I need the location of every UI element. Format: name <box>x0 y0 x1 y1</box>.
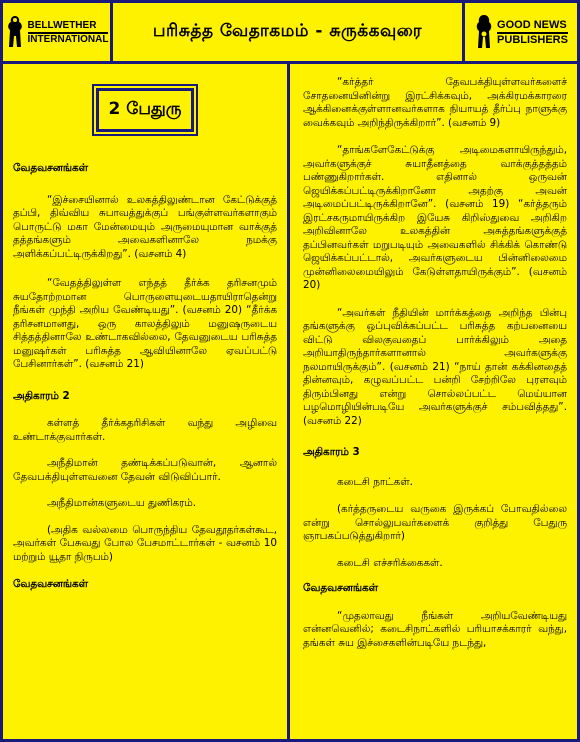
summary-paragraph: அநீதிமான் தண்டிக்கப்படுவான், ஆனால் தேவபக்தியுள்ளவனை தேவன் விடுவிப்பார். <box>13 457 277 483</box>
section-heading: வேதவசனங்கள் <box>13 578 88 590</box>
left-column <box>3 64 290 739</box>
right-logo <box>465 3 577 61</box>
left-logo-line1: BELLWETHER <box>27 19 97 31</box>
right-logo-line1: GOOD NEWS <box>497 18 567 31</box>
scripture-paragraph: “வேதத்திலுள்ள எந்தத் தீர்க்க தரிசனமும் சுயதோற்றமான பொருளையுடையதாயிராதென்று நீங்கள் முந்தி அறிய வேண்டியது”. (வசனம் 20) “தீர்க்க தரிசனமானது, ஒரு காலத்திலும் மனுஷருடைய சித்தத்தினாலே உண்டாகவில்லை, தேவனுடைய பரிசுத்த மனுஷர்கள் பரிசுத்த ஆவியினாலே ஏவப்பட்டு பேசினார்கள்”. (வசனம் 21) <box>13 277 277 370</box>
summary-paragraph: கள்ளத் தீர்க்கதரிசிகள் வந்து அழிவை உண்டாக்குவார்கள். <box>13 417 277 443</box>
summary-paragraph: அநீதிமான்களுடைய துணிகரம். <box>47 497 197 509</box>
right-column <box>293 64 577 739</box>
right-logo-line2: PUBLISHERS <box>497 33 568 46</box>
chapter-heading: அதிகாரம் 3 <box>303 446 360 458</box>
header <box>3 3 577 64</box>
page-title: பரிசுத்த வேதாகமம் - சுருக்கவுரை <box>113 3 465 61</box>
summary-paragraph: (கர்த்தருடைய வருகை இருக்கப் போவதில்லை என்று சொல்லுபவர்களைக் குறித்து பேதுரு ஞாபகப்படுத்துகிறார்) <box>303 503 567 542</box>
scripture-paragraph: “அவர்கள் நீதியின் மார்க்கத்தை அறிந்த பின்பு தங்களுக்கு ஒப்புவிக்கப்பட்ட பரிசுத்த கற்பனையை விட்டு விலகுவதைப் பார்க்கிலும் அதை அறியாதிருந்தார்களானால் அவர்களுக்கு நலமாயிருக்கும்”. (வசனம் 21) “நாய் தான் கக்கினதைத் தின்னவும், கழுவப்பட்ட பன்றி சேற்றிலே புரளவும் திரும்பினது என்று சொல்லப்பட்ட மெய்யான பழமொழியின்படியே அவர்களுக்குச் சம்பவித்தது”. (வசனம் 22) <box>303 306 567 427</box>
chapter-heading: அதிகாரம் 2 <box>13 389 70 402</box>
section-heading: வேதவசனங்கள் <box>13 162 88 174</box>
summary-paragraph: கடைசி நாட்கள். <box>337 475 413 488</box>
scripture-paragraph: “முதலாவது நீங்கள் அறியவேண்டியது என்னவெனில்; கடைசிநாட்களில் பரியாசக்காரர் வந்து, தங்கள் சுய இச்சைகளின்படியே நடந்து, <box>303 609 567 649</box>
left-logo <box>3 3 113 61</box>
book-title: 2 பேதுரு <box>96 88 194 132</box>
left-logo-line2: INTERNATIONAL <box>27 33 109 45</box>
scripture-paragraph: “இச்சையினால் உலகத்திலுண்டான கேட்டுக்குத் தப்பி, திவ்விய சுபாவத்துக்குப் பங்குள்ளவர்களாகும் பொருட்டு மகா மேன்மையும் அருமையுமான வாக்குத் தத்தங்களும் அவைகளினாலே நமக்கு அளிக்கப்பட்டிருக்கிறது”. (வசனம் 4) <box>13 193 277 260</box>
scripture-paragraph: “தாங்களேகேட்டுக்கு அடிமைகளாயிருந்தும், அவர்களுக்குச் சுயாதீனத்தை வாக்குத்தத்தம் பண்ணுகிறார்கள். எதினால் ஒருவன் ஜெயிக்கப்பட்டிருக்கிறானோ அதற்கு அவன் அடிமைப்பட்டிருக்கிறானே”. (வசனம் 19) “கர்த்தரும் இரட்சகருமாயிருக்கிற இயேசு கிறிஸ்துவை அறிகிற அறிவினாலே உலகத்தின் அசுத்தங்களுக்குத் தப்பினவர்கள் மறுபடியும் அவைகளில் சிக்கிக் கொண்டு ஜெயிக்கப்பட்டால், அவர்களுடைய பின்னிலைமை முன்னிலைமையிலும் கேடுள்ளதாயிருக்கும்”. (வசனம் 20) <box>303 144 567 291</box>
summary-paragraph: (அதிக வல்லமை பொருந்திய தேவதூதர்கள்கூட, அவர்கள் பேசுவது போல பேசமாட்டார்கள் - வசனம் 10 மற்றும் யூதா நிருபம்) <box>13 523 277 563</box>
section-heading: வேதவசனங்கள் <box>303 582 378 594</box>
scripture-paragraph: “கர்த்தர் தேவபக்தியுள்ளவர்களைச் சோதனையினின்று இரட்சிக்கவும், அக்கிரமக்காரரை ஆக்கினைக்குள்ளானவர்களாக நியாயத் தீர்ப்பு நாளுக்கு வைக்கவும் அறிந்திருக்கிறார்”. (வசனம் 9) <box>303 76 567 129</box>
summary-paragraph: கடைசி எச்சரிக்கைகள். <box>337 556 443 569</box>
bell-sheep-icon <box>474 14 494 50</box>
sheep-icon <box>5 14 25 50</box>
